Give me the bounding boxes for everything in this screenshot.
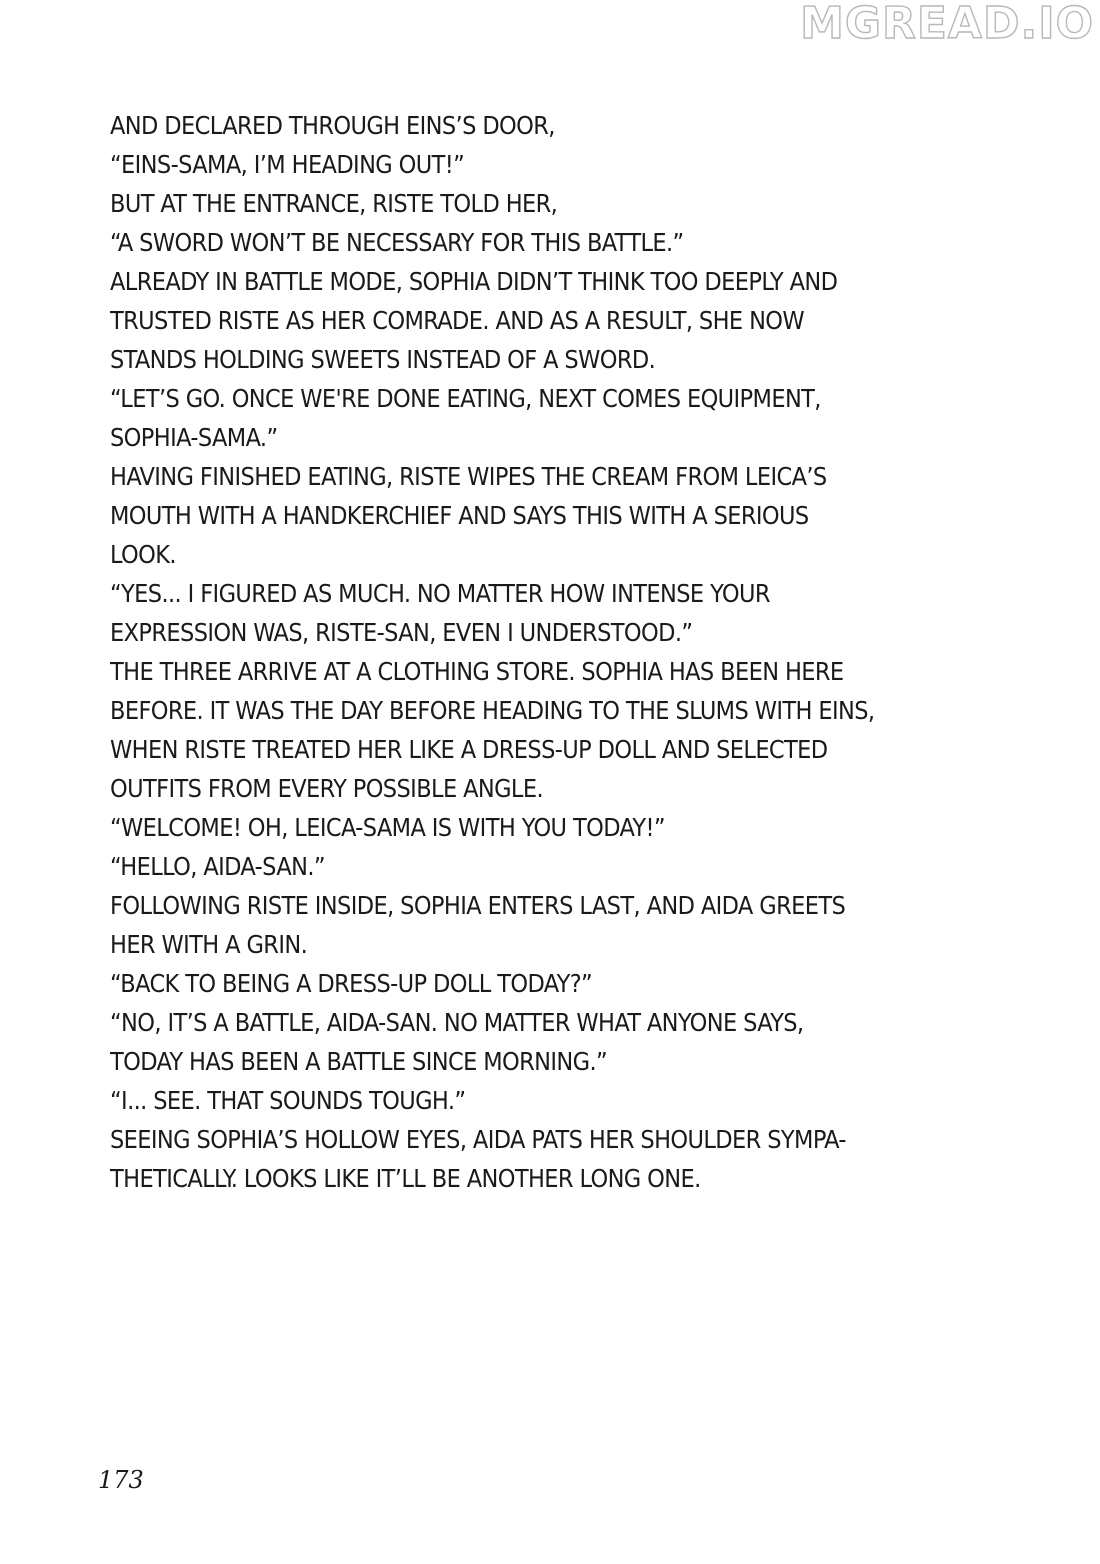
text-line: SEEING SOPHIA’S HOLLOW EYES, AIDA PATS HER SHOULDER SYMPA- [110, 1125, 846, 1154]
text-line: ALREADY IN BATTLE MODE, SOPHIA DIDN’T THINK TOO DEEPLY AND [110, 267, 838, 296]
text-line: BUT AT THE ENTRANCE, RISTE TOLD HER, [110, 189, 558, 218]
text-line: MOUTH WITH A HANDKERCHIEF AND SAYS THIS WITH A SERIOUS [110, 501, 809, 530]
text-line: HAVING FINISHED EATING, RISTE WIPES THE CREAM FROM LEICA’S [110, 462, 827, 491]
text-line: TODAY HAS BEEN A BATTLE SINCE MORNING.” [110, 1047, 608, 1076]
text-line: “LET’S GO. ONCE WE'RE DONE EATING, NEXT COMES EQUIPMENT, [110, 384, 821, 413]
page-body-text [110, 106, 1010, 1198]
text-line: WHEN RISTE TREATED HER LIKE A DRESS-UP DOLL AND SELECTED [110, 735, 828, 764]
text-line: STANDS HOLDING SWEETS INSTEAD OF A SWORD. [110, 345, 656, 374]
text-line: “EINS-SAMA, I’M HEADING OUT!” [110, 150, 465, 179]
text-line: BEFORE. IT WAS THE DAY BEFORE HEADING TO THE SLUMS WITH EINS, [110, 696, 875, 725]
text-line: “NO, IT’S A BATTLE, AIDA-SAN. NO MATTER WHAT ANYONE SAYS, [110, 1008, 804, 1037]
text-line: EXPRESSION WAS, RISTE-SAN, EVEN I UNDERSTOOD.” [110, 618, 693, 647]
text-line: HER WITH A GRIN. [110, 930, 308, 959]
text-line: TRUSTED RISTE AS HER COMRADE. AND AS A RESULT, SHE NOW [110, 306, 805, 335]
text-line: SOPHIA-SAMA.” [110, 423, 278, 452]
text-line: “WELCOME! OH, LEICA-SAMA IS WITH YOU TODAY!” [110, 813, 665, 842]
text-line: THETICALLY. LOOKS LIKE IT’LL BE ANOTHER LONG ONE. [110, 1164, 701, 1193]
text-line: “I... SEE. THAT SOUNDS TOUGH.” [110, 1086, 466, 1115]
text-line: “YES... I FIGURED AS MUCH. NO MATTER HOW INTENSE YOUR [110, 579, 770, 608]
text-line: OUTFITS FROM EVERY POSSIBLE ANGLE. [110, 774, 544, 803]
text-line: “HELLO, AIDA-SAN.” [110, 852, 325, 881]
text-line: FOLLOWING RISTE INSIDE, SOPHIA ENTERS LAST, AND AIDA GREETS [110, 891, 846, 920]
text-line: “A SWORD WON’T BE NECESSARY FOR THIS BATTLE.” [110, 228, 684, 257]
page-number: 173 [98, 1466, 144, 1494]
text-line: AND DECLARED THROUGH EINS’S DOOR, [110, 111, 555, 140]
text-line: LOOK. [110, 540, 176, 569]
watermark-logo: MGREAD.IO [800, 0, 1094, 49]
text-line: THE THREE ARRIVE AT A CLOTHING STORE. SOPHIA HAS BEEN HERE [110, 657, 844, 686]
text-line: “BACK TO BEING A DRESS-UP DOLL TODAY?” [110, 969, 593, 998]
